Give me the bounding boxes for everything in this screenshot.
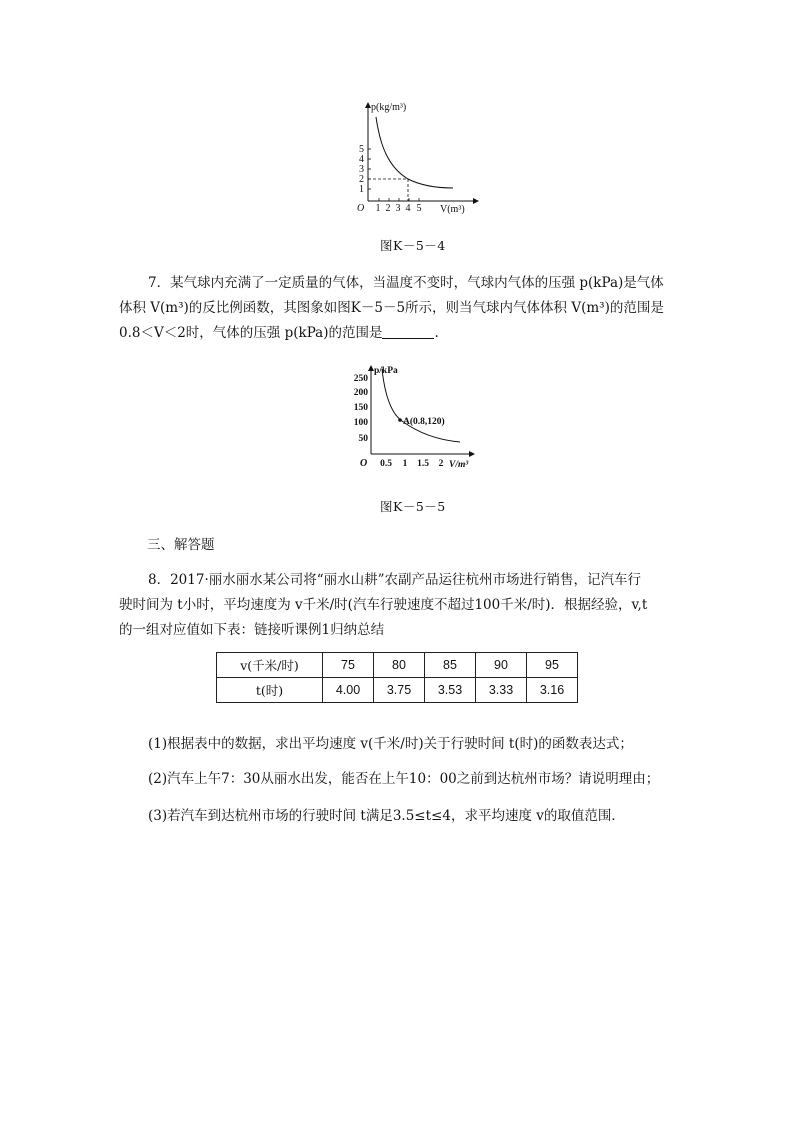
figure-k-5-5 bbox=[342, 362, 482, 474]
question-8-part-3: (3)若汽车到达杭州市场的行驶时间 t满足3.5≤t≤4，求平均速度 v的取值范围． bbox=[148, 808, 625, 824]
x-tick-label: 4 bbox=[405, 203, 411, 214]
x-tick-label: 2 bbox=[438, 459, 444, 469]
table-cell: 75 bbox=[323, 653, 374, 678]
table-row bbox=[217, 653, 578, 678]
hyperbola-curve bbox=[382, 369, 460, 442]
table-cell: 3.75 bbox=[374, 678, 425, 703]
x-tick-label: 2 bbox=[385, 203, 391, 214]
y-tick-label: 150 bbox=[353, 403, 368, 413]
question-7-period: . bbox=[434, 325, 439, 341]
question-7-line-2: 体积 V(m³)的反比例函数，其图象如图K－5－5所示，则当气球内气体体积 V(m³)的范围是 bbox=[119, 300, 664, 316]
table-cell: 90 bbox=[476, 653, 527, 678]
question-7-line-3 bbox=[119, 321, 439, 345]
x-ticks bbox=[380, 459, 444, 469]
table-cell: 3.33 bbox=[476, 678, 527, 703]
table-cell: 85 bbox=[425, 653, 476, 678]
table-cell: 4.00 bbox=[323, 678, 374, 703]
y-tick-label: 4 bbox=[359, 154, 364, 165]
x-tick-label: 0.5 bbox=[380, 459, 392, 469]
point-a bbox=[398, 418, 402, 422]
question-7-line-1: 7．某气球内充满了一定质量的气体，当温度不变时，气球内气体的压强 p(kPa)是气体 bbox=[148, 275, 664, 291]
x-axis-label: V(m³) bbox=[440, 204, 465, 215]
y-ticks bbox=[354, 374, 369, 444]
question-8-line-3: 的一组对应值如下表：链接听课例1归纳总结 bbox=[119, 622, 385, 638]
table-row bbox=[217, 678, 578, 703]
y-tick-label: 250 bbox=[353, 374, 368, 384]
y-tick-label: 2 bbox=[359, 174, 364, 185]
y-tick-label: 50 bbox=[358, 434, 368, 444]
y-tick-label: 3 bbox=[359, 164, 364, 175]
table-cell: 3.53 bbox=[425, 678, 476, 703]
table-cell: 95 bbox=[527, 653, 578, 678]
question-8-line-2: 驶时间为 t小时，平均速度为 v千米/时(汽车行驶速度不超过100千米/时)．根据经验，v,t bbox=[119, 597, 648, 613]
point-a-label: A(0.8,120) bbox=[403, 417, 445, 427]
dashed-guide bbox=[368, 179, 408, 201]
x-axis-label: V/m³ bbox=[449, 460, 469, 470]
figure-caption: 图K－5－5 bbox=[380, 499, 446, 514]
x-ticks bbox=[376, 203, 422, 214]
figure-caption: 图K－5－4 bbox=[380, 238, 446, 253]
y-tick-label: 1 bbox=[359, 184, 364, 195]
origin-label: O bbox=[357, 203, 365, 214]
x-tick-label: 3 bbox=[395, 203, 401, 214]
hyperbola-curve bbox=[376, 117, 453, 188]
y-ticks bbox=[359, 144, 364, 195]
question-8-part-2: (2)汽车上午7：30从丽水出发，能否在上午10：00之前到达杭州市场？请说明理由； bbox=[148, 771, 660, 787]
x-tick-label: 1 bbox=[402, 459, 408, 469]
x-tick-label: 1.5 bbox=[417, 459, 429, 469]
figure-k-5-4 bbox=[340, 97, 480, 222]
y-tick-label: 100 bbox=[353, 418, 368, 428]
data-table bbox=[216, 652, 578, 703]
x-tick-label: 5 bbox=[416, 203, 422, 214]
section-title: 三、解答题 bbox=[147, 537, 215, 553]
table-cell: 80 bbox=[374, 653, 425, 678]
table-row-header: v(千米/时) bbox=[217, 653, 323, 678]
answer-blank bbox=[382, 324, 434, 339]
x-tick-label: 1 bbox=[375, 203, 381, 214]
table-row-header: t(时) bbox=[217, 678, 323, 703]
question-7-line-3-text: 0.8＜V＜2时，气体的压强 p(kPa)的范围是 bbox=[119, 325, 383, 341]
y-axis-label: p(kg/m³) bbox=[371, 102, 407, 113]
question-8-line-1: 8．2017·丽水丽水某公司将“丽水山耕”农副产品运往杭州市场进行销售，记汽车行 bbox=[148, 572, 642, 588]
y-tick-label: 5 bbox=[359, 144, 364, 155]
y-tick-label: 200 bbox=[353, 388, 368, 398]
table-cell: 3.16 bbox=[527, 678, 578, 703]
y-axis-label: p/kPa bbox=[374, 366, 398, 376]
origin-label: O bbox=[360, 458, 368, 469]
question-8-part-1: (1)根据表中的数据，求出平均速度 v(千米/时)关于行驶时间 t(时)的函数表达式； bbox=[148, 736, 633, 752]
